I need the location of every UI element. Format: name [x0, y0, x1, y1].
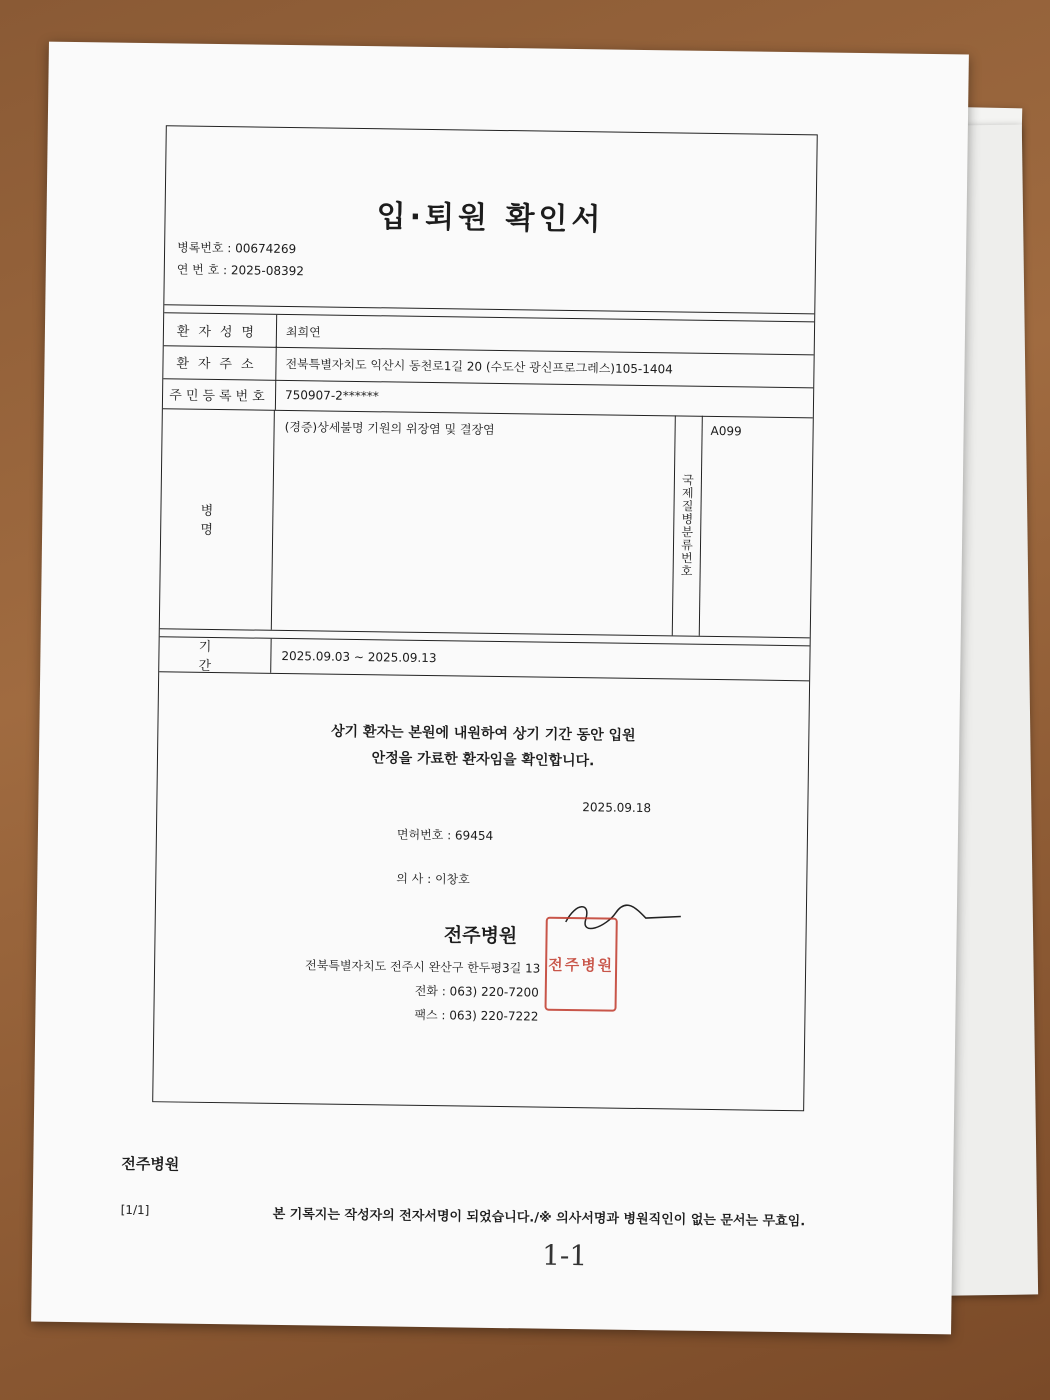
- confirmation-line1: 상기 환자는 본원에 내원하여 상기 기간 동안 입원: [330, 723, 636, 744]
- icd-code: A099: [710, 423, 742, 439]
- confirmation-line2: 안정을 가료한 환자임을 확인합니다.: [371, 750, 595, 770]
- patient-address: 전북특별자치도 익산시 동천로1길 20 (수도산 광신프로그레스)105-1404: [285, 356, 673, 376]
- resident-number-label: 주민등록번호: [163, 378, 276, 410]
- doctor-name: 의 사 : 이창호: [396, 871, 470, 887]
- document-title: 입·퇴원 확인서: [376, 199, 605, 238]
- icd-label: 국제질병분류번호: [672, 415, 703, 635]
- document-page: [31, 42, 969, 1335]
- diagnosis-row: [160, 408, 813, 638]
- hospital-phone: 전화 : 063) 220-7200: [414, 983, 539, 1000]
- hospital-address: 전북특별자치도 전주시 완산구 한두평3길 13: [305, 958, 541, 976]
- diagnosis-label: 병 명: [160, 408, 275, 630]
- hospital-fax: 팩스 : 063) 220-7222: [414, 1007, 539, 1024]
- serial-number: 연 번 호 : 2025-08392: [176, 262, 305, 279]
- seal-text: 전주병원: [548, 955, 615, 975]
- patient-name: 최희연: [285, 324, 321, 339]
- patient-name-label: 환자성명: [164, 313, 277, 347]
- document-frame: [152, 125, 818, 1111]
- footer-note: 본 기록지는 작성자의 전자서명이 되었습니다./※ 의사서명과 병원직인이 없는 문서는 무효임.: [272, 1206, 806, 1230]
- record-number: 병록번호 : 00674269: [177, 240, 297, 257]
- document-header: [164, 126, 816, 314]
- resident-number: 750907-2******: [284, 387, 379, 404]
- license-number: 면허번호 : 69454: [396, 827, 494, 843]
- handwritten-mark: 1-1: [541, 1238, 588, 1273]
- period: 2025.09.03 ~ 2025.09.13: [281, 648, 437, 666]
- hospital-name: 전주병원: [443, 924, 518, 948]
- period-row: [159, 636, 809, 681]
- footer-hospital: 전주병원: [121, 1154, 180, 1174]
- diagnosis: (경증)상세불명 기원의 위장염 및 결장염: [284, 419, 495, 437]
- period-label: 기 간: [159, 637, 271, 673]
- patient-address-label: 환자주소: [163, 344, 276, 380]
- issue-date: 2025.09.18: [582, 800, 652, 816]
- footer-page-number: [1/1]: [120, 1202, 150, 1218]
